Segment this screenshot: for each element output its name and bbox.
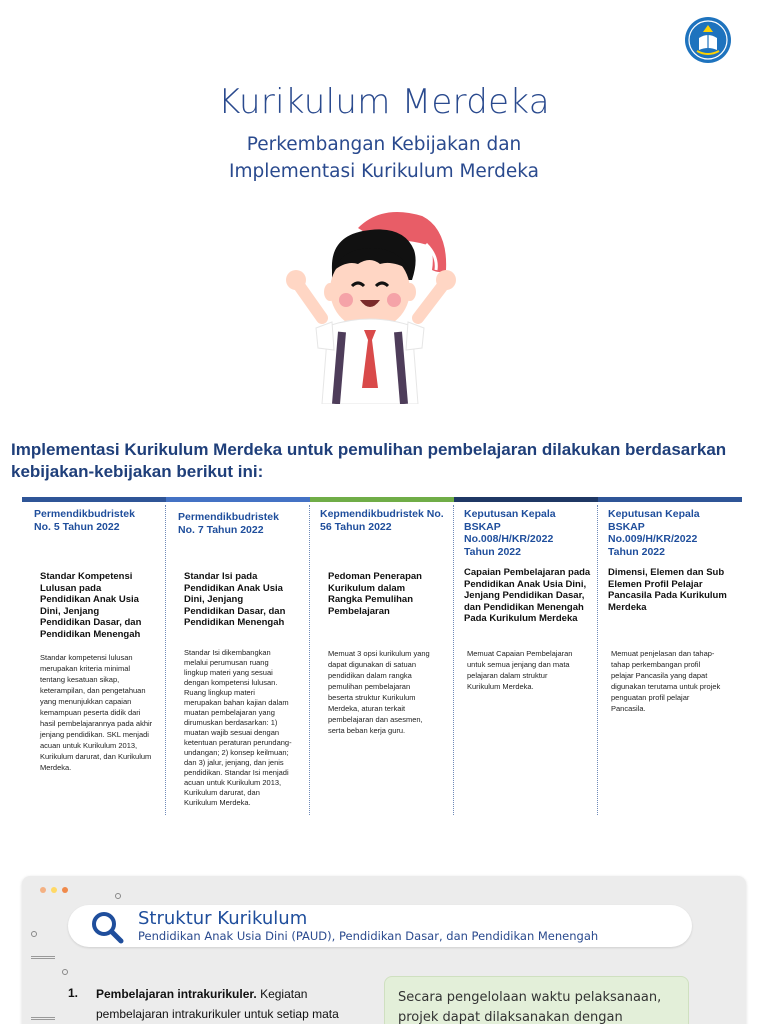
column-accent-bar [310, 497, 454, 502]
intro-heading [11, 439, 751, 483]
note-line-2: projek dapat dilaksanakan dengan [398, 1010, 623, 1024]
column-description: Memuat penjelasan dan tahap-tahap perkembangan profil pelajar Pancasila yang dapat digunakan terutama untuk projek penguatan profil pelajar Pancasila. [611, 649, 721, 713]
search-icon [90, 910, 124, 944]
section-search-bar [68, 905, 692, 947]
column-description: Memuat Capaian Pembelajaran untuk semua jenjang dan mata pelajaran dalam struktur Kurikulum Merdeka. [467, 649, 573, 691]
column-accent-bar [454, 497, 598, 502]
policy-column [166, 497, 310, 817]
list-item-rest: Kegiatan pembelajaran intrakurikuler untuk setiap mata [96, 987, 339, 1021]
column-subheading: Standar Isi pada Pendidikan Anak Usia Dini, Jenjang Pendidikan Dasar, dan Pendidikan Menengah [184, 571, 286, 628]
decorative-circle [62, 969, 68, 975]
column-description: Standar kompetensi lulusan merupakan kriteria minimal tentang kesatuan sikap, keterampilan, dan pengetahuan yang menunjukkan capaian kemampuan peserta didik dari hasil pembelajarannya pada akhir jenjang pendidikan. SKL menjadi acuan untuk Kurikulum 2013, Kurikulum darurat, dan Kurikulum Merdeka. [40, 653, 153, 772]
column-description: Standar Isi dikembangkan melalui perumusan ruang lingkup materi yang sesuai dengan kompetensi lulusan. Ruang lingkup materi merupakan bahan kajian dalam muatan pembelajaran yang dirumuskan berdasarkan: 1) muatan wajib sesuai dengan ketentuan peraturan perundang-undangan; 2) konsep keilmuan; dan 3) jalur, jenjang, dan jenis pendidikan. Standar Isi menjadi acuan untuk Kurikulum 2013, Kurikulum darurat, dan Kurikulum Merdeka. [184, 648, 292, 807]
column-subheading: Pedoman Penerapan Kurikulum dalam Rangka Pemulihan Pembelajaran [328, 571, 422, 617]
column-heading: Permendikbudristek No. 7 Tahun 2022 [178, 511, 279, 536]
column-heading: Kepmendikbudristek No. 56 Tahun 2022 [320, 508, 444, 533]
column-subheading: Standar Kompetensi Lulusan pada Pendidikan Anak Usia Dini, Jenjang Pendidikan Dasar, dan Pendidikan Menengah [40, 571, 142, 640]
column-accent-bar [166, 497, 310, 502]
window-dot [62, 887, 68, 893]
student-mascot-illustration-icon [272, 200, 496, 404]
list-item-bold: Pembelajaran intrakurikuler. [96, 987, 257, 1001]
window-dot [40, 887, 46, 893]
note-line-1: Secara pengelolaan waktu pelaksanaan, [398, 990, 662, 1005]
list-item-text [96, 984, 358, 1024]
decorative-circle [31, 931, 37, 937]
column-subheading: Capaian Pembelajaran pada Pendidikan Anak Usia Dini, Jenjang Pendidikan Dasar, dan Pendidikan Menengah Pada Kurikulum Merdeka [464, 567, 591, 624]
policy-column [598, 497, 742, 817]
column-accent-bar [22, 497, 166, 502]
intro-line-1: Implementasi Kurikulum Merdeka untuk pemulihan pembelajaran dilakukan berdasarkan [11, 440, 727, 459]
column-subheading: Dimensi, Elemen dan Sub Elemen Profil Pelajar Pancasila Pada Kurikulum Merdeka [608, 567, 727, 613]
column-accent-bar [598, 497, 742, 502]
column-heading: Keputusan Kepala BSKAP No.008/H/KR/2022 Tahun 2022 [464, 508, 556, 558]
page-title: Kurikulum Merdeka [218, 82, 550, 122]
decorative-dash [31, 956, 55, 959]
section-title: Struktur Kurikulum [138, 908, 308, 929]
note-box [384, 976, 689, 1024]
policy-column [22, 497, 166, 817]
subtitle-line-1: Perkembangan Kebijakan dan [246, 134, 522, 155]
struktur-kurikulum-panel [22, 876, 746, 1024]
window-dot [51, 887, 57, 893]
section-subtitle: Pendidikan Anak Usia Dini (PAUD), Pendidikan Dasar, dan Pendidikan Menengah [138, 929, 599, 943]
column-heading: Permendikbudristek No. 5 Tahun 2022 [34, 508, 135, 533]
policy-column [454, 497, 598, 817]
policy-columns [22, 497, 742, 822]
intro-line-2: kebijakan-kebijakan berikut ini: [11, 462, 264, 481]
decorative-circle [115, 893, 121, 899]
column-description: Memuat 3 opsi kurikulum yang dapat digunakan di satuan pendidikan dalam rangka pemulihan pembelajaran beserta struktur Kurikulum Merdeka, aturan terkait pembelajaran dan asesmen, serta beban kerja guru. [328, 649, 430, 735]
note-text [398, 988, 683, 1024]
policy-column [310, 497, 454, 817]
list-item-number: 1. [68, 986, 79, 1000]
decorative-dash [31, 1017, 55, 1020]
tut-wuri-handayani-logo-icon [684, 16, 732, 64]
subtitle-line-2: Implementasi Kurikulum Merdeka [229, 161, 539, 182]
page-subtitle [0, 131, 768, 185]
column-heading: Keputusan Kepala BSKAP No.009/H/KR/2022 Tahun 2022 [608, 508, 700, 558]
